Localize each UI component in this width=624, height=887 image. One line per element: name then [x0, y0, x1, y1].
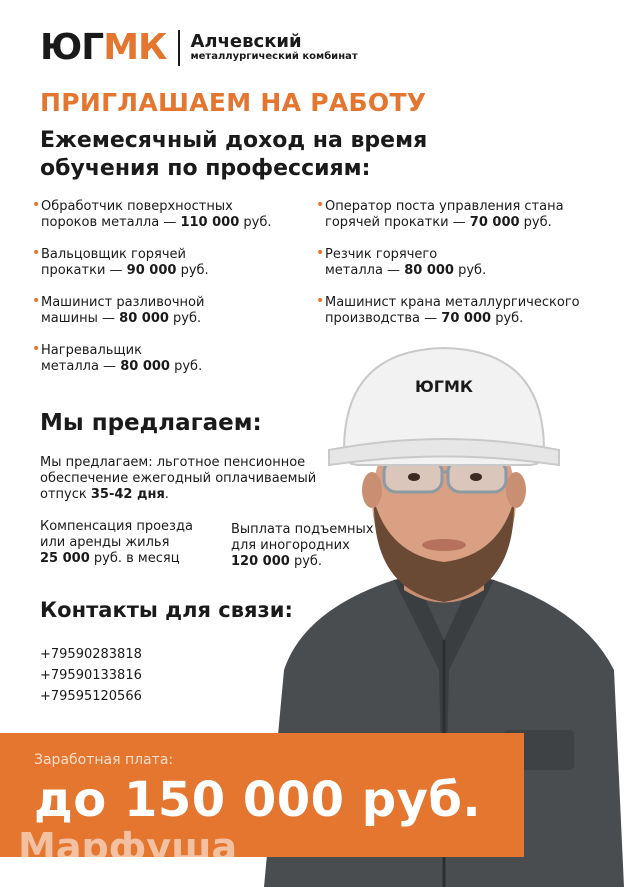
- mouth: [422, 539, 466, 551]
- profession-amount: 70 000: [441, 311, 492, 326]
- offer-title: Мы предлагаем:: [40, 410, 262, 436]
- profession-amount: 90 000: [126, 263, 177, 278]
- subheadline: Ежемесячный доход на время обучения по профессиям:: [40, 128, 428, 181]
- housing-line1: Компенсация проезда: [40, 519, 193, 534]
- profession-amount: 70 000: [469, 215, 520, 230]
- lifting-text: [231, 522, 374, 570]
- profession-unit: руб.: [176, 263, 209, 278]
- profession-unit: руб.: [169, 359, 203, 374]
- logo-mark: [40, 27, 167, 68]
- logo-mark-left: ЮГ: [40, 27, 104, 68]
- bullet-icon: •: [316, 197, 325, 213]
- profession-item: [32, 245, 209, 279]
- pension-end: .: [164, 487, 169, 502]
- helmet-logo: ЮГМК: [415, 377, 473, 396]
- salary-amount: до 150 000 руб.: [34, 772, 482, 828]
- logo-name: Алчевский: [190, 31, 302, 53]
- profession-item: [32, 293, 205, 327]
- ear: [506, 472, 526, 508]
- profession-line2: машины —: [41, 311, 120, 326]
- profession-line1: Обработчик поверхностных: [41, 199, 233, 214]
- logo-subtitle: металлургический комбинат: [190, 51, 358, 63]
- profession-amount: 110 000: [180, 215, 240, 230]
- contacts-title: Контакты для связи:: [40, 598, 293, 622]
- profession-amount: 80 000: [404, 263, 454, 278]
- profession-line2: прокатки —: [41, 263, 127, 278]
- lifting-line2: для иногородних: [231, 538, 350, 553]
- housing-text: [40, 519, 193, 567]
- logo-mark-right: МК: [103, 27, 167, 68]
- profession-unit: руб.: [453, 263, 487, 278]
- profession-line1: Вальцовщик горячей: [41, 247, 186, 262]
- company-logo: [40, 28, 358, 68]
- profession-item: [316, 245, 487, 279]
- bullet-icon: •: [316, 245, 325, 261]
- lifting-rest: руб.: [289, 554, 323, 569]
- pension-text: [40, 455, 360, 503]
- housing-line2: или аренды жилья: [40, 535, 170, 550]
- profession-unit: руб.: [239, 215, 272, 230]
- logo-divider: [178, 30, 180, 66]
- profession-amount: 80 000: [120, 359, 170, 374]
- pension-line1: Мы предлагаем: льготное пенсионное: [40, 455, 306, 470]
- profession-line2: пороков металла —: [41, 215, 181, 230]
- bullet-icon: •: [32, 293, 41, 309]
- pension-line2: обеспечение ежегодный оплачиваемый: [40, 471, 317, 486]
- profession-line2: металла —: [325, 263, 405, 278]
- profession-item: [32, 341, 203, 375]
- profession-line2: производства —: [325, 311, 442, 326]
- bullet-icon: •: [32, 197, 41, 213]
- bullet-icon: •: [32, 341, 41, 357]
- lifting-amount: 120 000: [231, 554, 290, 569]
- eye: [470, 473, 482, 481]
- profession-line1: Резчик горячего: [325, 247, 438, 262]
- logo-text: [190, 33, 357, 62]
- profession-item: [316, 197, 564, 231]
- pension-line3: отпуск: [40, 487, 91, 502]
- phone-number[interactable]: +79590283818: [40, 647, 142, 662]
- profession-line1: Оператор поста управления стана: [325, 199, 564, 214]
- salary-label: Заработная плата:: [34, 752, 174, 768]
- profession-amount: 80 000: [119, 311, 169, 326]
- lifting-line1: Выплата подъемных: [231, 522, 374, 537]
- profession-item: [316, 293, 580, 327]
- profession-line2: горячей прокатки —: [325, 215, 470, 230]
- housing-amount: 25 000: [40, 551, 90, 566]
- watermark: Марфуша: [18, 825, 238, 869]
- bullet-icon: •: [32, 245, 41, 261]
- ear: [362, 472, 382, 508]
- housing-rest: руб. в месяц: [89, 551, 180, 566]
- phone-number[interactable]: +79595120566: [40, 689, 142, 704]
- profession-line1: Машинист крана металлургического: [325, 295, 580, 310]
- bullet-icon: •: [316, 293, 325, 309]
- profession-line1: Машинист разливочной: [41, 295, 205, 310]
- profession-line2: металла —: [41, 359, 121, 374]
- profession-unit: руб.: [519, 215, 552, 230]
- profession-unit: руб.: [168, 311, 202, 326]
- phone-number[interactable]: +79590133816: [40, 668, 142, 683]
- pension-days: 35-42 дня: [90, 487, 165, 502]
- profession-item: [32, 197, 272, 231]
- headline: ПРИГЛАШАЕМ НА РАБОТУ: [40, 88, 427, 117]
- profession-line1: Нагревальщик: [41, 343, 142, 358]
- eye: [408, 473, 420, 481]
- profession-unit: руб.: [491, 311, 524, 326]
